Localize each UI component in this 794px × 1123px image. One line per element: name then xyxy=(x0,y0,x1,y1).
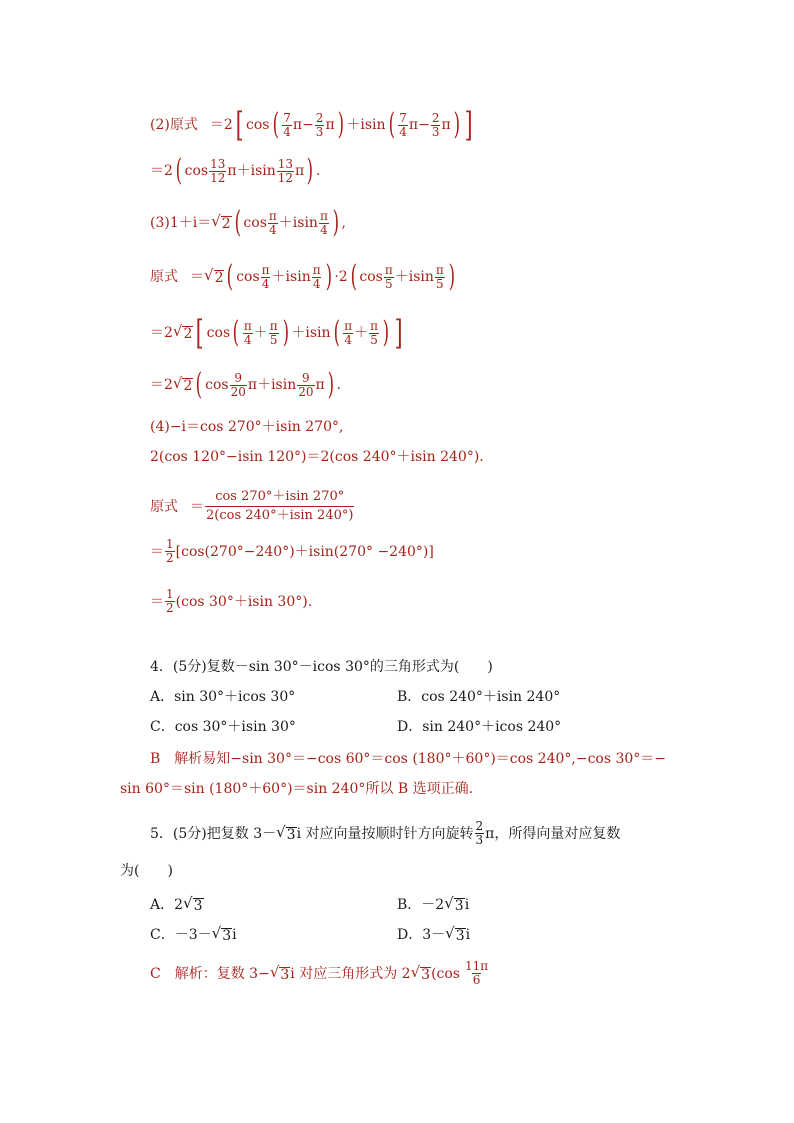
cos: cos xyxy=(359,269,383,285)
fraction: $\frac{\pi}{5}$ xyxy=(370,318,379,347)
fraction: $\frac{\cos 270^\circ+isin 270^\circ}{2(\cos 240^\circ+isin 240^\circ)}$ xyxy=(206,489,354,523)
paren: ( xyxy=(350,259,357,294)
q4-stem: 4．(5分)复数－sin 30°－icos 30°的三角形式为( ) xyxy=(150,659,493,675)
fraction: $\frac{\pi}{4}$ xyxy=(268,208,277,237)
paren: ) xyxy=(448,259,455,294)
p4-line3 xyxy=(150,488,355,525)
sqrt-2: √ 2 xyxy=(211,212,231,232)
left-bracket: [ xyxy=(235,105,244,145)
opt-end: i xyxy=(465,927,471,943)
pi: π xyxy=(325,117,335,133)
p4-line1: (4)−i＝cos 270°＋isin 270°, xyxy=(150,419,344,435)
q5-stem-line2: 为( ) xyxy=(120,863,173,879)
fraction: $\frac{11\pi}{6}$ xyxy=(465,959,489,987)
paren: ) xyxy=(332,205,339,240)
sqrt-3: √ 3 xyxy=(445,924,465,944)
opt-pre: B．－2 xyxy=(397,897,445,913)
pre: ＝2 xyxy=(150,325,173,341)
isin: ＋isin xyxy=(291,325,331,341)
opt-end: i xyxy=(464,897,470,913)
fraction: $\frac{\pi}{5}$ xyxy=(384,262,393,291)
paren: ( xyxy=(272,107,279,142)
fraction: $\frac{2}{3}$ xyxy=(431,110,440,139)
p3-l1-pre: (3)1＋i＝ xyxy=(150,215,212,231)
fraction: $\frac{\pi}{4}$ xyxy=(243,318,252,347)
isin: ＋isin xyxy=(278,215,318,231)
paren: ( xyxy=(388,107,395,142)
isin: ＋isin xyxy=(394,269,434,285)
fraction: $\frac{9}{20}$ xyxy=(230,370,246,399)
left-bracket: [ xyxy=(196,313,205,353)
p4-line4 xyxy=(150,538,434,565)
fraction: $\frac{2}{3}$ xyxy=(475,819,484,847)
p2-l2-end: π xyxy=(295,163,305,179)
sqrt-3: √ 3 xyxy=(211,924,232,944)
ans-mid: i 对应三角形式为 2 xyxy=(290,965,411,982)
sqrt-3: √ 3 xyxy=(269,962,290,983)
cos: cos xyxy=(236,269,260,285)
q5-option-d xyxy=(397,926,470,944)
end: π xyxy=(315,377,325,393)
p4-line2: 2(cos 120°−isin 120°)＝2(cos 240°＋isin 240°). xyxy=(150,449,484,465)
minus: − xyxy=(418,117,430,133)
q4-option-d: D．sin 240°＋icos 240° xyxy=(397,719,562,735)
paren: ( xyxy=(196,367,203,402)
p3-label: 原式 xyxy=(150,269,178,285)
opt-pre: A．2 xyxy=(150,897,184,913)
p2-label: (2)原式 xyxy=(150,117,198,133)
stem-mid: i 对应向量按顺时针方向旋转 xyxy=(296,825,474,842)
fraction: $\frac{\pi}{4}$ xyxy=(312,262,321,291)
sqrt-2: √ 2 xyxy=(204,266,224,286)
paren: ) xyxy=(453,107,460,142)
right-bracket: ] xyxy=(394,313,403,353)
q4-option-c: C．cos 30°＋isin 30° xyxy=(150,719,296,735)
fraction: $\frac{\pi}{4}$ xyxy=(344,318,353,347)
fraction: $\frac{7}{4}$ xyxy=(283,110,291,139)
stem-end: π，所得向量对应复数 xyxy=(485,825,621,842)
pre: ＝ xyxy=(150,543,164,560)
fraction: $\frac{1}{2}$ xyxy=(166,537,174,565)
pi: π xyxy=(408,117,419,133)
p3-line1: (3)1＋i＝ √ 2 ( cos $\frac{\pi}{4}$ ＋isin $\frac{\pi}{4}$ ) , xyxy=(150,205,346,240)
cos: cos xyxy=(243,215,267,231)
plus: ＋ xyxy=(354,325,369,341)
pre: ＝2 xyxy=(150,377,173,393)
q5-option-c xyxy=(150,926,237,944)
p2-line1 xyxy=(150,105,476,145)
fraction: $\frac{13}{12}$ xyxy=(277,156,294,185)
body: (cos 30°＋isin 30°). xyxy=(175,593,313,610)
fraction: $\frac{\pi}{5}$ xyxy=(435,262,444,291)
q5-option-b xyxy=(397,896,469,914)
sqrt-3: √ 3 xyxy=(444,894,464,914)
p2-eq: ＝2 xyxy=(209,117,233,133)
opt-end: i xyxy=(232,927,237,943)
pi: π xyxy=(292,117,303,133)
paren: ) xyxy=(327,367,334,402)
p3-line4: ＝2 √ 2 ( cos $\frac{9}{20}$ π＋isin $\frac{9}{20}$ π ) . xyxy=(150,367,341,402)
opt-pre: C．－3－ xyxy=(150,927,212,943)
p3-line3 xyxy=(150,313,405,353)
q4-option-a: A．sin 30°＋icos 30° xyxy=(150,689,296,705)
label: 原式 xyxy=(150,498,178,515)
eq: ＝ xyxy=(190,269,204,285)
p2-line2: ＝2 ( cos $\frac{13}{12}$ π＋isin $\frac{13}{12}$ π ) . xyxy=(150,153,321,188)
q5-answer xyxy=(150,960,490,987)
paren: ) xyxy=(325,259,332,294)
sqrt-3: √ 3 xyxy=(410,962,431,983)
q5-stem xyxy=(150,820,620,847)
paren: ( xyxy=(333,315,340,350)
paren: ) xyxy=(382,315,390,350)
paren: ) xyxy=(306,153,314,188)
dot2: ·2 xyxy=(334,269,348,285)
cos: cos xyxy=(206,325,231,341)
fraction: $\frac{\pi}{4}$ xyxy=(319,208,328,237)
mid: π＋isin xyxy=(247,377,297,393)
q4-answer-line1: B 解析易知−sin 30°＝−cos 60°＝cos (180°＋60°)＝cos 240°,−cos 30°＝− xyxy=(150,751,667,767)
cos: cos xyxy=(184,163,209,179)
sqrt-2: √ 2 xyxy=(172,322,193,342)
plus: ＋ xyxy=(253,325,268,341)
sqrt-3: √ 3 xyxy=(276,822,296,843)
ans-cos: (cos xyxy=(431,965,460,982)
paren: ( xyxy=(175,153,183,188)
p4-line5 xyxy=(150,588,312,615)
cos: cos xyxy=(205,377,229,393)
right-bracket: ] xyxy=(465,105,473,145)
pi: π xyxy=(441,117,451,133)
pre: ＝ xyxy=(150,593,164,610)
q5-option-a xyxy=(150,896,204,914)
ans-pre: C 解析：复数 3− xyxy=(150,965,270,982)
fraction: $\frac{\pi}{5}$ xyxy=(269,318,278,347)
fraction: $\frac{9}{20}$ xyxy=(298,370,314,399)
fraction: $\frac{13}{12}$ xyxy=(210,156,226,185)
q4-answer-line2: sin 60°＝sin (180°＋60°)＝sin 240°所以 B 选项正确. xyxy=(120,781,474,797)
body: [cos(270°−240°)＋isin(270° −240°)] xyxy=(175,543,434,560)
paren: ( xyxy=(227,259,234,294)
p2-l2-pre: ＝2 xyxy=(150,163,173,179)
q4-option-b: B．cos 240°＋isin 240° xyxy=(397,689,561,705)
fraction: $\frac{1}{2}$ xyxy=(166,587,174,615)
p2-cos: cos xyxy=(246,117,270,133)
fraction: $\frac{7}{4}$ xyxy=(399,110,407,139)
sqrt-2: √ 2 xyxy=(172,374,193,394)
p2-l2-mid: π＋isin xyxy=(227,163,276,179)
paren: ) xyxy=(282,315,289,350)
p2-isin: ＋isin xyxy=(346,117,386,133)
sqrt-3: √ 3 xyxy=(183,894,203,914)
stem-pre: 5．(5分)把复数 3－ xyxy=(150,825,277,842)
isin: ＋isin xyxy=(271,269,311,285)
opt-pre: D．3－ xyxy=(397,927,446,943)
paren: ) xyxy=(337,107,344,142)
paren: ( xyxy=(234,205,241,240)
minus: − xyxy=(302,117,314,133)
fraction: $\frac{2}{3}$ xyxy=(315,110,324,139)
p3-line2 xyxy=(150,259,458,294)
paren: ( xyxy=(232,315,240,350)
eq: ＝ xyxy=(190,498,204,515)
fraction: $\frac{\pi}{4}$ xyxy=(261,262,270,291)
